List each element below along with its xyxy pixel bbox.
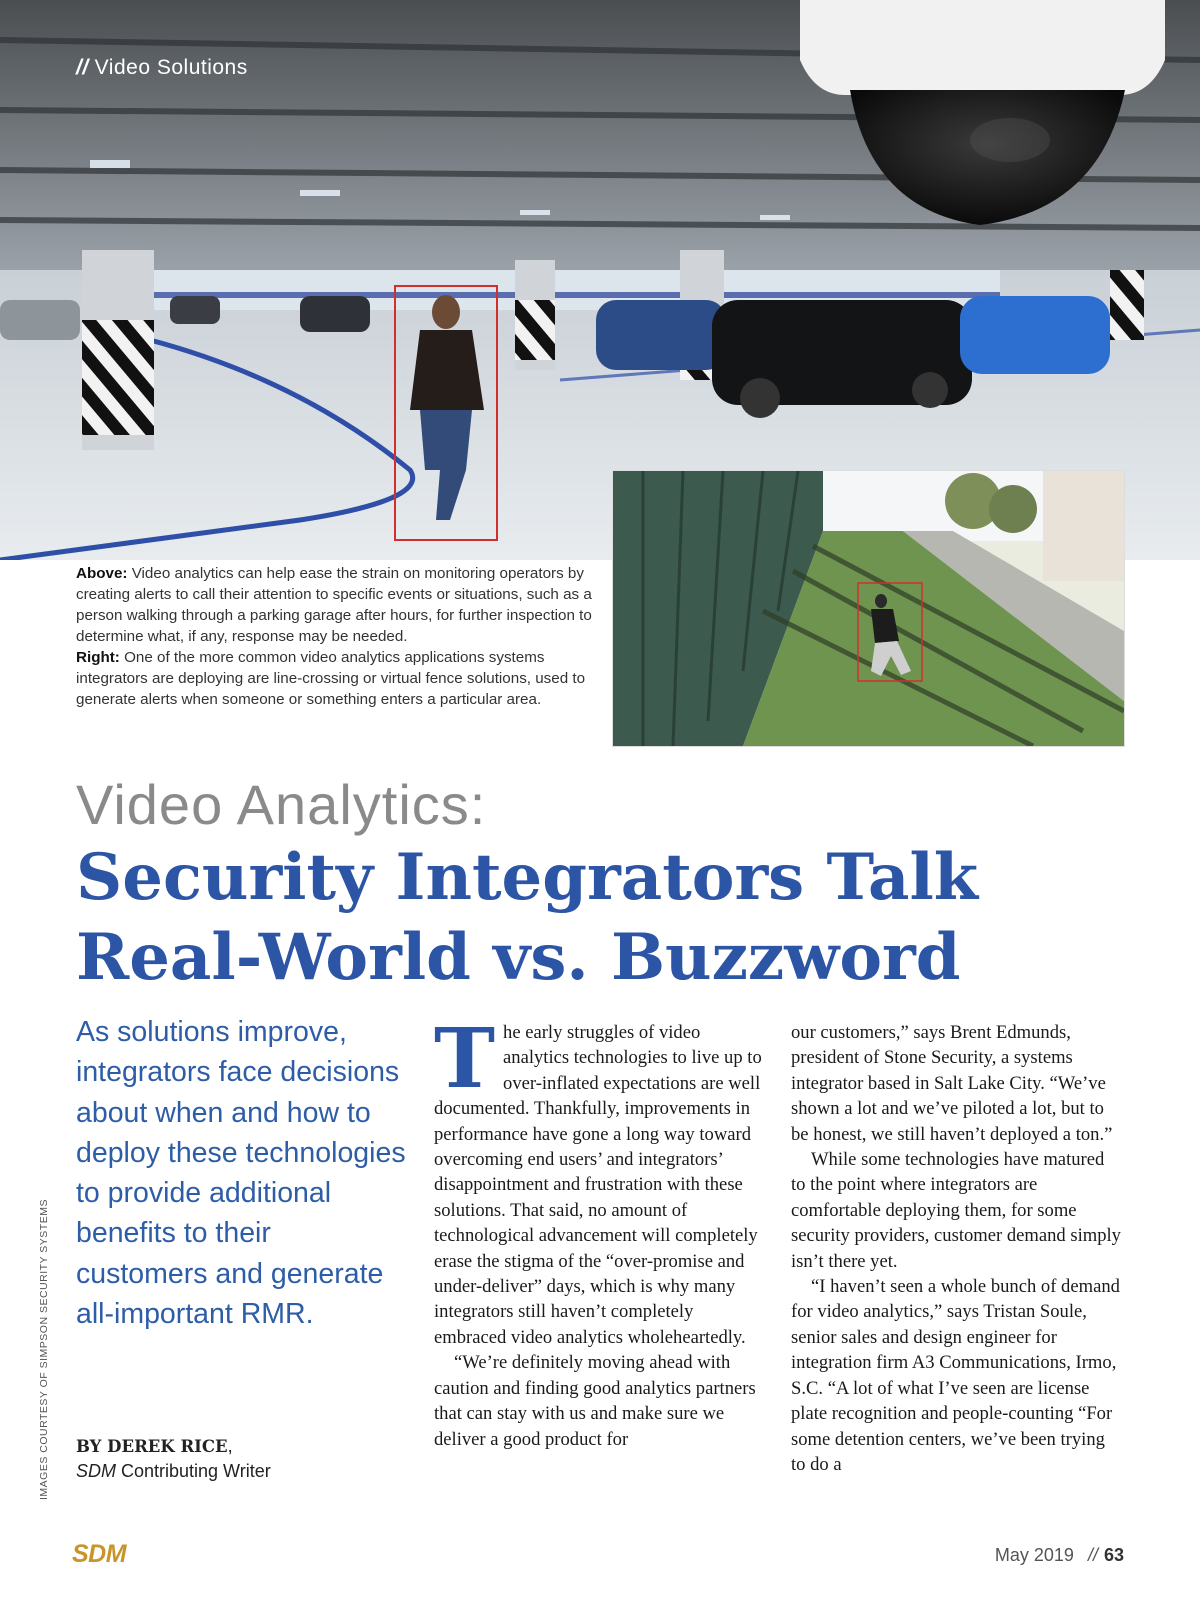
publication-name: SDM [76,1461,116,1481]
body-paragraph-2: “We’re definitely moving ahead with caution and finding good analytics partners that can stay with us and make sure we deliver a good product for [434,1352,756,1450]
byline [76,1434,271,1483]
folio-separator: // [1087,1545,1098,1565]
deck-summary: As solutions improve, integrators face decisions about when and how to deploy these technologies to provide additional benefits to their customers and generate all-important RMR. [76,1016,406,1331]
headline-kicker: Video Analytics: [76,773,487,836]
body-column-1 [434,1011,766,1452]
author-role: Contributing Writer [116,1461,271,1481]
headline-line-1: Security Integrators Talk [76,840,979,915]
page-folio [995,1545,1124,1566]
caption-right-text: One of the more common video analytics applications systems integrators are deploying are line-crossing or virtual fence solutions, used to generate alerts when someone or something enters a particular area. [76,649,586,708]
headline [76,838,1136,998]
headline-line-2: Real-World vs. Buzzword [76,920,961,995]
byline-comma: , [227,1436,233,1456]
author-name: BY DEREK RICE [76,1437,228,1456]
inset-photo-virtual-fence [612,470,1125,747]
sdm-logo: SDM [72,1540,127,1568]
section-name: Video Solutions [94,56,248,79]
body-paragraph-3: our customers,” says Brent Edmunds, president of Stone Security, a systems integrator based in Salt Lake City. “We’ve shown a lot and we’ve piloted a lot, but to be honest, we still haven’t deployed a ton.” [791,1022,1113,1145]
caption-right-label: Right: [76,649,120,666]
image-credit: IMAGES COURTESY OF SIMPSON SECURITY SYSTEMS [38,1199,50,1500]
body-column-2 [791,1020,1123,1477]
drop-cap: T [434,1011,496,1107]
caption-above-label: Above: [76,565,128,582]
issue-date: May 2019 [994,1545,1074,1565]
virtual-fence-illustration [613,471,1124,746]
body-paragraph-5: “I haven’t seen a whole bunch of demand for video analytics,” says Tristan Soule, senior sales and design engineer for integration firm A3 Communications, Irmo, S.C. “A lot of what I’ve seen are license plate recognition and people-counting “For some detention centers, we’ve been trying to do a [791,1276,1120,1475]
photo-caption [76,563,596,710]
caption-above-text: Video analytics can help ease the strain on monitoring operators by creating alerts to call their attention to specific events or situations, such as a person walking through a parking garage after hours, for further inspection to determine what, if any, response may be needed. [76,565,592,645]
page-number: 63 [1103,1545,1124,1565]
body-paragraph-1: he early struggles of video analytics technologies to live up to over-inflated expectations are well documented. Thankfully, improvements in performance have gone a long way toward overcoming end users’ and integrators’ disappointment and frustration with these solutions. That said, no amount of technological advancement will completely erase the stigma of the “over-promise and under-deliver” days, which is why many integrators still haven’t completely embraced video analytics wholeheartedly. [434,1022,762,1348]
section-label [76,56,248,80]
body-paragraph-4: While some technologies have matured to the point where integrators are comfortable deploying them, for some security providers, customer demand simply isn’t there yet. [791,1149,1121,1272]
section-slash: // [76,56,89,79]
